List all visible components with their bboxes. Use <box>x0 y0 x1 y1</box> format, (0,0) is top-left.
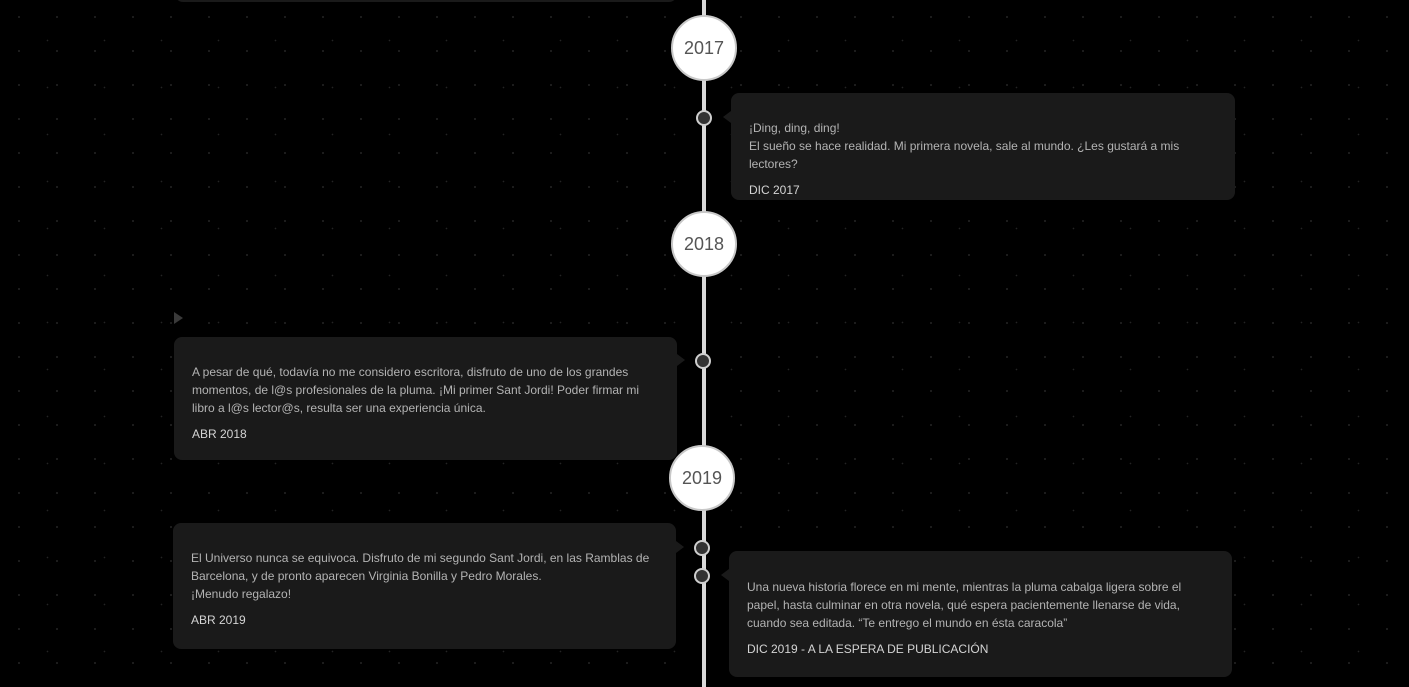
year-badge-2017 <box>671 15 737 81</box>
card-pointer <box>676 541 684 553</box>
event-marker <box>174 312 183 324</box>
event-text: Una nueva historia florece en mi mente, mientras la pluma cabalga ligera sobre el papel, hasta culminar en otra novela, qué espera pacientemente llenarse de vida, cuando sea editada. “Te entrego el mundo en ésta caracola” <box>747 580 1182 630</box>
event-node <box>694 568 710 584</box>
event-date: DIC 2019 - A LA ESPERA DE PUBLICACIÓN <box>747 642 989 656</box>
year-badge-2019 <box>669 445 735 511</box>
event-node <box>696 110 712 126</box>
event-card-dic-2019 <box>729 551 1232 677</box>
year-label: 2017 <box>683 37 725 58</box>
event-date: ABR 2018 <box>192 427 247 441</box>
event-node <box>694 540 710 556</box>
year-label: 2019 <box>681 467 723 488</box>
year-label: 2018 <box>683 233 725 254</box>
event-node <box>695 353 711 369</box>
card-pointer <box>723 111 731 123</box>
event-date: DIC 2017 <box>749 183 800 197</box>
event-card-dic-2017 <box>731 93 1235 200</box>
year-badge-2018 <box>671 211 737 277</box>
previous-event-card <box>175 0 677 2</box>
event-date: ABR 2019 <box>191 613 246 627</box>
event-card-abr-2019 <box>173 523 676 649</box>
card-pointer <box>721 569 729 581</box>
event-text: El Universo nunca se equivoca. Disfruto de mi segundo Sant Jordi, en las Ramblas de Barcelona, y de pronto aparecen Virginia Bonilla y Pedro Morales. ¡Menudo regalazo! <box>191 551 650 601</box>
event-card-abr-2018 <box>174 337 677 460</box>
event-text: ¡Ding, ding, ding! El sueño se hace realidad. Mi primera novela, sale al mundo. ¿Les gustará a mis lectores? <box>749 121 1180 171</box>
card-pointer <box>677 354 685 366</box>
event-text: A pesar de qué, todavía no me considero escritora, disfruto de uno de los grandes momentos, de l@s profesionales de la pluma. ¡Mi primer Sant Jordi! Poder firmar mi libro a l@s lector@s, resulta ser una experiencia única. <box>192 365 640 415</box>
